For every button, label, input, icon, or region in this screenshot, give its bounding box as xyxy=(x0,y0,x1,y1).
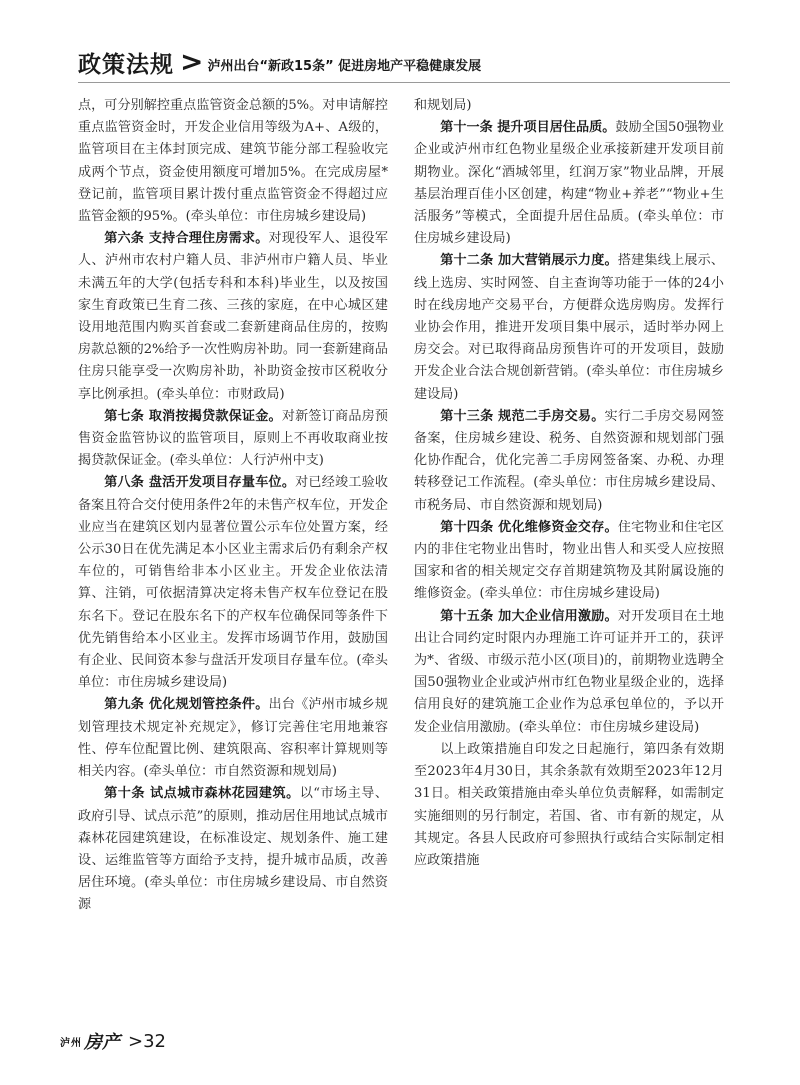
article-body: 对新签订商品房预售资金监管协议的监管项目，原则上不再收取商业按揭贷款保证金。(牵头单位：人行泸州中支) xyxy=(78,408,389,469)
page-header xyxy=(78,44,738,80)
article-6 xyxy=(78,228,388,406)
article-title: 第十二条 加大营销展示力度。 xyxy=(440,253,618,269)
article-body: 鼓励全国50强物业企业或泸州市红色物业星级企业承接新建开发项目前期物业。深化“酒城邻里，红润万家”物业品牌，开展基层治理百佳小区创建，构建“物业+养老”“物业+生活服务”等模式，全面提升居住品质。(牵头单位：市住房城乡建设局) xyxy=(414,120,724,247)
article-title: 泸州出台“新政15条” 促进房地产平稳健康发展 xyxy=(207,58,482,74)
article-title: 第七条 取消按揭贷款保证金。 xyxy=(104,408,282,424)
closing-paragraph: 以上政策措施自印发之日起施行，第四条有效期至2023年4月30日，其余条款有效期至2023年12月31日。相关政策措施由牵头单位负责解释，如需制定实施细则的另行制定，若国、省、市有新的规定，从其规定。各县人民政府可参照执行或结合实际制定相应政策措施 xyxy=(414,741,724,868)
article-12 xyxy=(414,250,724,405)
article-body: 出台《泸州市城乡规划管理技术规定补充规定》，修订完善住宅用地兼容性、停车位配置比例、建筑限高、容积率计算规则等相关内容。(牵头单位：市自然资源和规划局) xyxy=(78,697,389,780)
article-title: 第六条 支持合理住房需求。 xyxy=(104,231,269,247)
right-column xyxy=(414,95,724,872)
article-13 xyxy=(414,406,724,517)
article-title: 第十五条 加大企业信用激励。 xyxy=(440,608,618,624)
article-11 xyxy=(414,117,724,250)
article-title: 第十四条 优化维修资金交存。 xyxy=(440,519,618,535)
article-14 xyxy=(414,517,724,606)
page-footer xyxy=(60,1028,166,1054)
article-7 xyxy=(78,406,388,473)
article-title: 第八条 盘活开发项目存量车位。 xyxy=(104,475,296,491)
article-body: 以“市场主导、政府引导、试点示范”的原则，推动居住用地试点城市森林花园建筑建设，在标准设定、规划条件、施工建设、运维监管等方面给予支持，提升城市品质，改善居住环境。(牵头单位：市住房城乡建设局、市自然资源 xyxy=(78,786,388,913)
magazine-logo: 房产 xyxy=(84,1032,120,1053)
article-body: 对开发项目在土地出让合同约定时限内办理施工许可证并开工的，获评为*、省级、市级示范小区(项目)的，前期物业选聘全国50强物业企业或泸州市红色物业星级企业的，选择信用良好的建筑施工企业作为总承包单位的，予以开发企业信用激励。(牵头单位：市住房城乡建设局) xyxy=(414,608,725,735)
article-title: 第十三条 规范二手房交易。 xyxy=(440,408,605,424)
article-title: 第十条 试点城市森林花园建筑。 xyxy=(104,786,300,802)
chevron-right-icon: > xyxy=(180,45,204,78)
article-9 xyxy=(78,694,388,783)
article-body: 对现役军人、退役军人、泸州市农村户籍人员、非泸州市户籍人员、毕业未满五年的大学(包括专科和本科)毕业生，以及按国家生育政策已生育二孩、三孩的家庭，在中心城区建设用地范围内购买首套或二套新建商品住房的，按购房款总额的2%给予一次性购房补助。同一套新建商品住房只能享受一次购房补助，补助资金按市区税收分享比例承担。(牵头单位：市财政局) xyxy=(78,231,389,402)
article-8 xyxy=(78,472,388,694)
article-body: 住宅物业和住宅区内的非住宅物业出售时，物业出售人和买受人应按照国家和省的相关规定交存首期建筑物及其附属设施的维修资金。(牵头单位：市住房城乡建设局) xyxy=(414,519,725,602)
article-body: 实行二手房交易网签备案，住房城乡建设、税务、自然资源和规划部门强化协作配合，优化完善二手房网签备案、办税、办理转移登记工作流程。(牵头单位：市住房城乡建设局、市税务局、市自然资源和规划局) xyxy=(414,408,725,513)
article-15 xyxy=(414,606,724,739)
article-body: 对已经竣工验收备案且符合交付使用条件2年的未售产权车位，开发企业应当在建筑区划内显著位置公示车位处置方案，经公示30日在优先满足本小区业主需求后仍有剩余产权车位的，可销售给非本小区业主。开发企业依法清算、注销，可依据清算决定将未售产权车位登记在股东名下。登记在股东名下的产权车位确保同等条件下优先销售给本小区业主。发挥市场调节作用，鼓励国有企业、民间资本参与盘活开发项目存量车位。(牵头单位：市住房城乡建设局) xyxy=(78,475,389,691)
magazine-logo-small: 泸州 xyxy=(60,1037,82,1049)
paragraph-continued: 点，可分别解控重点监管资金总额的5%。对申请解控重点监管资金时，开发企业信用等级为A+、A级的，监管项目在主体封顶完成、建筑节能分部工程验收完成两个节点，资金使用额度可增加5%。在完成房屋*登记前，监管项目累计拨付重点监管资金不得超过应监管金额的95%。(牵头单位：市住房城乡建设局) xyxy=(78,98,388,225)
article-body: 搭建集线上展示、线上选房、实时网签、自主查询等功能于一体的24小时在线房地产交易平台，方便群众选房购房。发挥行业协会作用，推进开发项目集中展示，适时举办网上房交会。对已取得商品房预售许可的开发项目，鼓励开发企业合法合规创新营销。(牵头单位：市住房城乡建设局) xyxy=(414,253,725,402)
page-number: >32 xyxy=(128,1030,166,1052)
article-title: 第九条 优化规划管控条件。 xyxy=(104,697,269,713)
paragraph-continued: 和规划局) xyxy=(414,98,472,113)
article-title: 第十一条 提升项目居住品质。 xyxy=(440,120,616,136)
article-10 xyxy=(78,783,388,916)
section-title: 政策法规 xyxy=(78,51,174,78)
header-divider xyxy=(78,82,730,83)
left-column xyxy=(78,95,388,917)
